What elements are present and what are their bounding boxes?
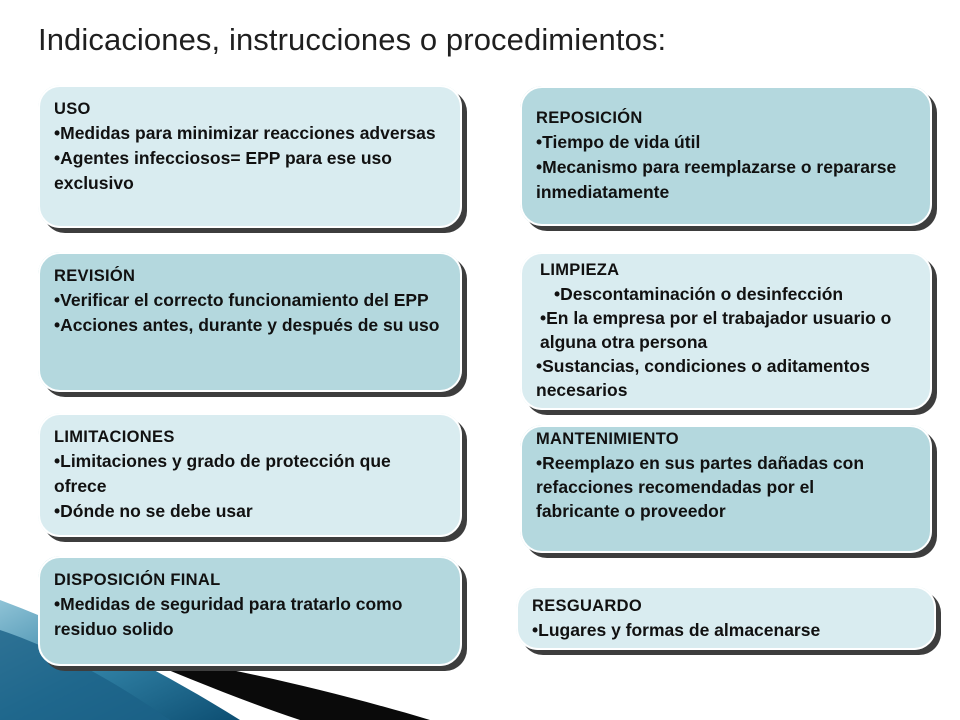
card-item: •Agentes infecciosos= EPP para ese uso exclusivo: [54, 148, 392, 193]
card-item: •Medidas de seguridad para tratarlo como residuo solido: [54, 594, 403, 639]
card-limpieza: [520, 252, 932, 410]
card-item: •Sustancias, condiciones o aditamentos necesarios: [536, 356, 870, 400]
card-reposicion: [520, 86, 932, 226]
page-title: Indicaciones, instrucciones o procedimientos:: [38, 22, 667, 57]
card-heading: DISPOSICIÓN FINAL: [54, 571, 221, 589]
card-uso: [38, 85, 462, 228]
card-item: •En la empresa por el trabajador usuario o alguna otra persona: [540, 308, 892, 352]
card-mantenimiento: [520, 425, 932, 553]
card-limitaciones: [38, 413, 462, 537]
card-item: fabricante o proveedor: [536, 501, 726, 521]
card-heading: USO: [54, 100, 91, 118]
card-revision: [38, 252, 462, 392]
card-heading: REPOSICIÓN: [536, 109, 643, 127]
card-item: •Descontaminación o desinfección: [554, 284, 844, 304]
card-heading: MANTENIMIENTO: [536, 430, 679, 448]
card-item: •Verificar el correcto funcionamiento del EPP: [54, 290, 429, 310]
card-item: •Limitaciones y grado de protección que ofrece: [54, 451, 391, 496]
card-item: •Lugares y formas de almacenarse: [532, 620, 821, 640]
card-item: •Reemplazo en sus partes dañadas con refacciones recomendadas por el: [536, 453, 865, 497]
card-item: •Medidas para minimizar reacciones adversas: [54, 123, 436, 143]
card-item: •Acciones antes, durante y después de su uso: [54, 315, 440, 335]
card-heading: RESGUARDO: [532, 597, 642, 615]
card-item: •Dónde no se debe usar: [54, 501, 253, 521]
card-disposicion-final: [38, 556, 462, 666]
card-item: •Tiempo de vida útil: [536, 132, 701, 152]
card-resguardo: [516, 586, 936, 650]
card-heading: LIMITACIONES: [54, 428, 175, 446]
card-heading: REVISIÓN: [54, 267, 136, 285]
card-heading: LIMPIEZA: [540, 261, 620, 279]
card-item: •Mecanismo para reemplazarse o repararse inmediatamente: [536, 157, 897, 202]
